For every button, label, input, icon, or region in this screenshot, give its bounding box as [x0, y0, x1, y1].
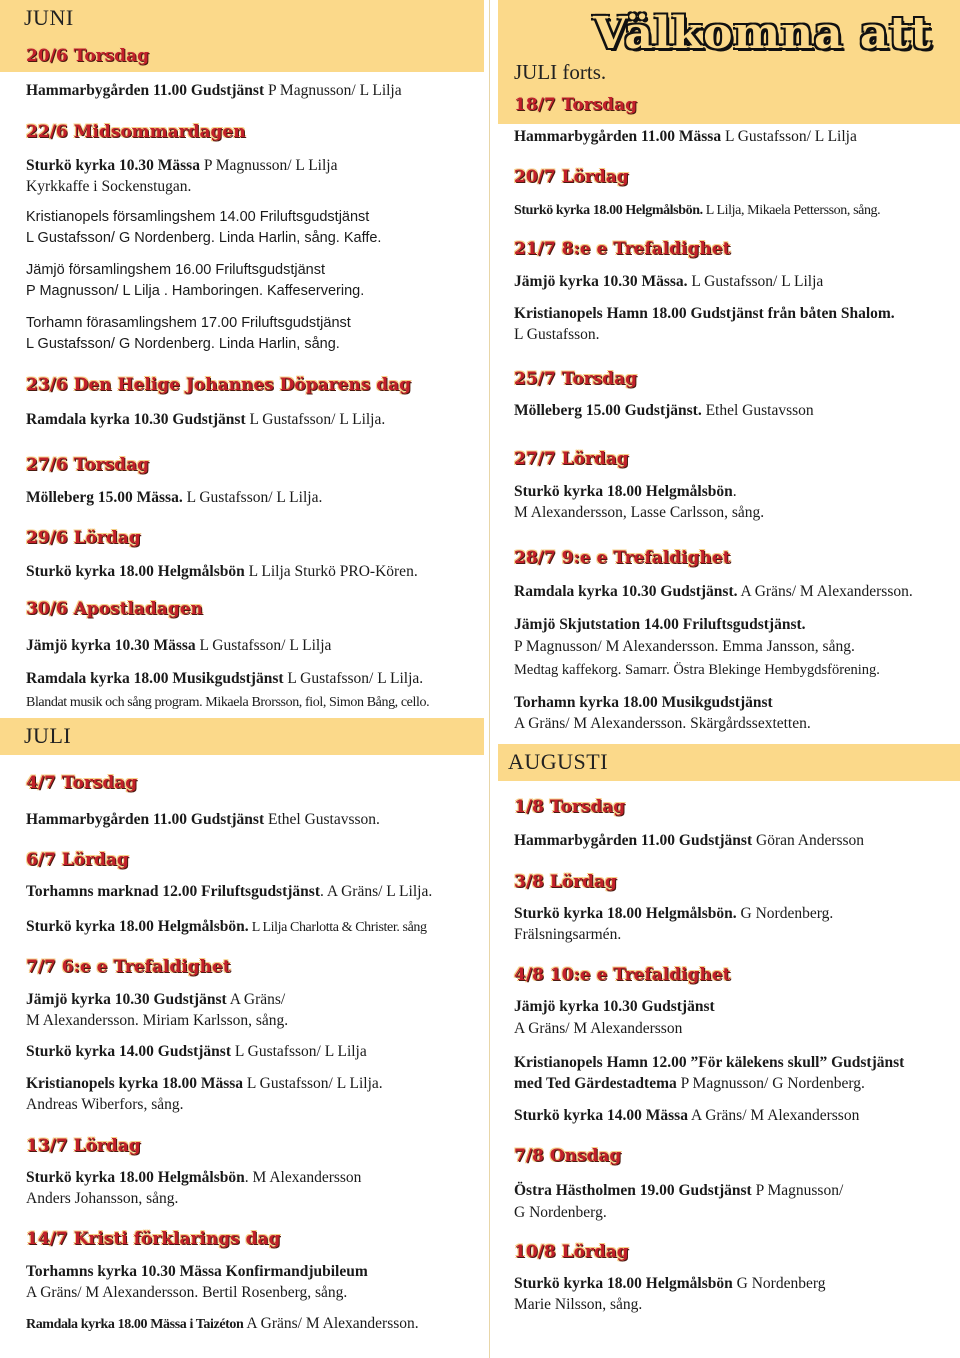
date-heading: 7/8 Onsdag — [514, 1146, 622, 1166]
event-line: L Gustafsson. — [514, 326, 600, 343]
date-heading: 20/7 Lördag — [514, 167, 629, 187]
date-heading: 10/8 Lördag — [514, 1242, 629, 1262]
event-line: Hammarbygården 11.00 Mässa L Gustafsson/ L Lilja — [514, 128, 857, 145]
event-line: Mölleberg 15.00 Gudstjänst. Ethel Gustavsson — [514, 402, 814, 419]
event-line: G Nordenberg. — [514, 1204, 607, 1221]
event-line: Torhamns kyrka 10.30 Mässa Konfirmandjubileum — [26, 1263, 368, 1280]
event-line: Kristianopels församlingshem 14.00 Friluftsgudstjänst — [26, 209, 370, 225]
event-line: L Gustafsson/ G Nordenberg. Linda Harlin, sång. Kaffe. — [26, 230, 382, 246]
event-line: Kristianopels kyrka 18.00 Mässa L Gustafsson/ L Lilja. — [26, 1075, 383, 1092]
event-line: P Magnusson/ M Alexandersson. Emma Jansson, sång. — [514, 638, 855, 655]
event-line: Ramdala kyrka 18.00 Mässa i Taizéton A Gräns/ M Alexandersson. — [26, 1315, 419, 1332]
event-line: Sturkö kyrka 18.00 Helgmålsbön. L Lilja Charlotta & Christer. sång — [26, 918, 427, 935]
event-line: Sturkö kyrka 18.00 Helgmålsbön L Lilja Sturkö PRO-Kören. — [26, 563, 418, 580]
event-line: M Alexandersson. Miriam Karlsson, sång. — [26, 1012, 289, 1029]
event-line: Östra Hästholmen 19.00 Gudstjänst P Magnusson/ — [514, 1182, 844, 1199]
event-line: Marie Nilsson, sång. — [514, 1296, 643, 1313]
date-heading: 30/6 Apostladagen — [26, 599, 203, 619]
date-heading: 18/7 Torsdag — [514, 95, 637, 115]
date-heading: 13/7 Lördag — [26, 1136, 141, 1156]
date-heading: 23/6 Den Helige Johannes Döparens dag — [26, 375, 412, 395]
event-line: Sturkö kyrka 10.30 Mässa P Magnusson/ L Lilja — [26, 157, 338, 174]
column-divider — [489, 0, 490, 1358]
event-line: L Gustafsson/ G Nordenberg. Linda Harlin, sång. — [26, 336, 340, 352]
month-title: JULI — [24, 723, 72, 748]
month-title: AUGUSTI — [508, 749, 609, 774]
event-line: Ramdala kyrka 18.00 Musikgudstjänst L Gustafsson/ L Lilja. — [26, 670, 424, 687]
right-column — [498, 0, 960, 1358]
date-heading: 21/7 8:e e Trefaldighet — [514, 239, 731, 259]
event-line: Hammarbygården 11.00 Gudstjänst P Magnusson/ L Lilja — [26, 82, 402, 99]
event-line: Kyrkkaffe i Sockenstugan. — [26, 178, 192, 195]
date-heading: 29/6 Lördag — [26, 528, 141, 548]
month-bar-augusti — [498, 744, 960, 781]
event-line: Medtag kaffekorg. Samarr. Östra Blekinge Hembygdsförening. — [514, 662, 880, 678]
event-line: Jämjö kyrka 10.30 Mässa. L Gustafsson/ L Lilja — [514, 273, 824, 290]
date-heading: 4/7 Torsdag — [26, 773, 138, 793]
event-line: Sturkö kyrka 18.00 Helgmålsbön. — [514, 483, 737, 500]
event-line: Kristianopels Hamn 12.00 ”För kälekens skull” Gudstjänst — [514, 1054, 905, 1071]
event-line: Torhamn förasamlingshem 17.00 Friluftsgudstjänst — [26, 315, 351, 331]
event-line: Frälsningsarmén. — [514, 926, 622, 943]
event-line: Sturkö kyrka 18.00 Helgmålsbön. L Lilja, Mikaela Pettersson, sång. — [514, 203, 881, 218]
date-heading: 6/7 Lördag — [26, 850, 129, 870]
event-line: Jämjö kyrka 10.30 Mässa L Gustafsson/ L Lilja — [26, 637, 332, 654]
event-line: Jämjö kyrka 10.30 Gudstjänst — [514, 998, 715, 1015]
event-line: Torhamn kyrka 18.00 Musikgudstjänst — [514, 694, 773, 711]
event-line: med Ted Gärdestadtema P Magnusson/ G Nordenberg. — [514, 1075, 865, 1092]
event-line: Kristianopels Hamn 18.00 Gudstjänst från båten Shalom. — [514, 305, 895, 322]
event-line: Jämjö församlingshem 16.00 Friluftsgudstjänst — [26, 262, 325, 278]
event-line: Mölleberg 15.00 Mässa. L Gustafsson/ L Lilja. — [26, 489, 323, 506]
event-line: A Gräns/ M Alexandersson. Skärgårdssextetten. — [514, 715, 811, 732]
event-line: Sturkö kyrka 18.00 Helgmålsbön G Nordenberg — [514, 1275, 826, 1292]
date-heading: 22/6 Midsommardagen — [26, 122, 246, 142]
date-heading: 14/7 Kristi förklarings dag — [26, 1229, 281, 1249]
event-line: Sturkö kyrka 14.00 Mässa A Gräns/ M Alexandersson — [514, 1107, 860, 1124]
date-heading: 25/7 Torsdag — [514, 369, 637, 389]
date-heading: 27/7 Lördag — [514, 449, 629, 469]
month-title: JULI forts. — [514, 60, 607, 84]
poster-title: Välkomna att — [593, 8, 932, 59]
event-line: Hammarbygården 11.00 Gudstjänst Ethel Gustavsson. — [26, 811, 380, 828]
event-line: Ramdala kyrka 10.30 Gudstjänst. A Gräns/ M Alexandersson. — [514, 583, 913, 600]
event-line: M Alexandersson, Lasse Carlsson, sång. — [514, 504, 765, 521]
date-heading: 27/6 Torsdag — [26, 455, 149, 475]
event-line: Anders Johansson, sång. — [26, 1190, 179, 1207]
event-line: Blandat musik och sång program. Mikaela Brorsson, fiol, Simon Bång, cello. — [26, 695, 430, 710]
event-line: Torhamns marknad 12.00 Friluftsgudstjänst. A Gräns/ L Lilja. — [26, 883, 433, 900]
date-heading: 4/8 10:e e Trefaldighet — [514, 965, 731, 985]
month-bar-juni — [0, 0, 484, 38]
date-heading: 1/8 Torsdag — [514, 797, 626, 817]
event-line: Sturkö kyrka 18.00 Helgmålsbön. G Nordenberg. — [514, 905, 834, 922]
event-line: Hammarbygården 11.00 Gudstjänst Göran Andersson — [514, 832, 865, 849]
event-line: Ramdala kyrka 10.30 Gudstjänst L Gustafsson/ L Lilja. — [26, 411, 386, 428]
event-line: Sturkö kyrka 18.00 Helgmålsbön. M Alexandersson — [26, 1169, 362, 1186]
event-line: A Gräns/ M Alexandersson — [514, 1020, 683, 1037]
event-line: Andreas Wiberfors, sång. — [26, 1096, 184, 1113]
date-heading: 28/7 9:e e Trefaldighet — [514, 548, 731, 568]
date-heading: 20/6 Torsdag — [26, 46, 149, 66]
event-line: P Magnusson/ L Lilja . Hamboringen. Kaffeservering. — [26, 283, 365, 299]
event-line: Sturkö kyrka 14.00 Gudstjänst L Gustafsson/ L Lilja — [26, 1043, 367, 1060]
event-line: Jämjö kyrka 10.30 Gudstjänst A Gräns/ — [26, 991, 286, 1008]
month-bar-juli — [0, 718, 484, 755]
month-title: JUNI — [24, 5, 74, 30]
date-heading: 7/7 6:e e Trefaldighet — [26, 957, 231, 977]
event-line: A Gräns/ M Alexandersson. Bertil Rosenberg, sång. — [26, 1284, 348, 1301]
date-heading: 3/8 Lördag — [514, 872, 617, 892]
event-line: Jämjö Skjutstation 14.00 Friluftsgudstjänst. — [514, 616, 806, 633]
